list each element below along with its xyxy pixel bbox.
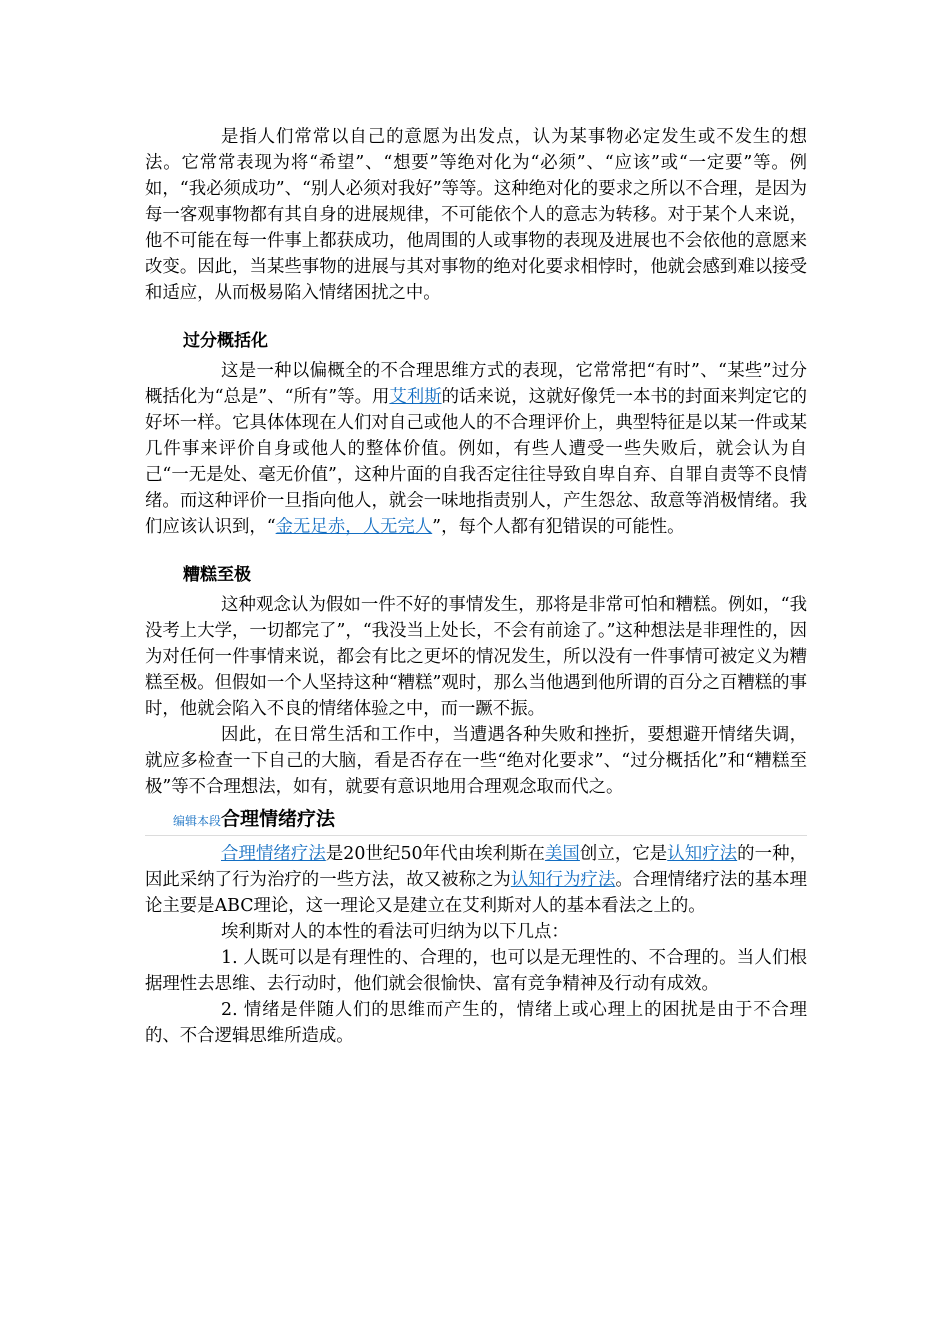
overgeneralization-heading: 过分概括化 xyxy=(183,331,268,351)
overgeneralization-text-3: ”，每个人都有犯错误的可能性。 xyxy=(432,517,685,537)
overgeneralization-text-2: 的话来说，这就好像凭一本书的封面来判定它的好坏一样。它具体体现在人们对自己或他人的不合理评价上，典型特征是以某一件或某几件事来评价自身或他人的整体价值。例如，有些人遭受一些失败后，就会认为自己“一无是处、毫无价值”，这种片面的自我否定往往导致自卑自弃、自罪自责等不良情绪。而这种评价一旦指向他人，就会一味地指责别人，产生怨忿、敌意等消极情绪。我们应该认识到，“ xyxy=(145,387,807,537)
cbt-link[interactable]: 认知行为疗法 xyxy=(510,870,616,890)
awfulizing-heading: 糟糕至极 xyxy=(183,565,251,585)
ret-intro-text-2: 创立，它是 xyxy=(579,844,668,864)
ret-intro-paragraph xyxy=(145,841,807,919)
ellis-view-paragraph: 埃利斯对人的本性的看法可归纳为以下几点： xyxy=(221,922,569,942)
ret-intro-text-1: 是20世纪50年代由埃利斯在 xyxy=(325,844,545,864)
point-2-paragraph: 2. 情绪是伴随人们的思维而产生的，情绪上或心理上的困扰是由于不合理的、不合逻辑思维所造成。 xyxy=(145,1000,807,1046)
ret-section-header xyxy=(145,804,807,834)
article-body xyxy=(145,124,807,1049)
point-1-paragraph: 1. 人既可以是有理性的、合理的，也可以是无理性的、不合理的。当人们根据理性去思维、去行动时，他们就会很愉快、富有竞争精神及行动有成效。 xyxy=(145,948,807,994)
overgeneralization-text-1: 这是一种以偏概全的不合理思维方式的表现，它常常把“有时”、“某些”过分概括化为“总是”、“所有”等。用 xyxy=(145,361,807,407)
cognitive-therapy-link[interactable]: 认知疗法 xyxy=(667,844,738,864)
section-divider xyxy=(145,835,807,836)
ret-intro-text-3: 的一种，因此采纳了行为治疗的一些方法，故又被称之为 xyxy=(145,844,807,890)
conclusion-paragraph: 因此，在日常生活和工作中，当遭遇各种失败和挫折，要想避开情绪失调，就应多检查一下自己的大脑，看是否存在一些“绝对化要求”、“过分概括化”和“糟糕至极”等不合理想法，如有，就要有意识地用合理观念取而代之。 xyxy=(145,725,807,797)
awfulizing-paragraph: 这种观念认为假如一件不好的事情发生，那将是非常可怕和糟糕。例如，“我没考上大学，一切都完了”，“我没当上处长，不会有前途了。”这种想法是非理性的，因为对任何一件事情来说，都会有比之更坏的情况发生，所以没有一件事情可被定义为糟糕至极。但假如一个人坚持这种“糟糕”观时，那么当他遇到他所谓的百分之百糟糕的事时，他就会陷入不良的情绪体验之中，而一蹶不振。 xyxy=(145,595,807,719)
overgeneralization-paragraph xyxy=(145,358,807,540)
absolute-demand-paragraph: 是指人们常常以自己的意愿为出发点，认为某事物必定发生或不发生的想法。它常常表现为将“希望”、“想要”等绝对化为“必须”、“应该”或“一定要”等。例如，“我必须成功”、“别人必须对我好”等等。这种绝对化的要求之所以不合理，是因为每一客观事物都有其自身的进展规律，不可能依个人的意志为转移。对于某个人来说，他不可能在每一件事上都获成功，他周围的人或事物的表现及进展也不会依他的意愿来改变。因此，当某些事物的进展与其对事物的绝对化要求相悖时，他就会感到难以接受和适应，从而极易陷入情绪困扰之中。 xyxy=(145,127,807,303)
ret-heading: 合理情绪疗法 xyxy=(221,808,336,830)
ret-link[interactable]: 合理情绪疗法 xyxy=(221,844,326,864)
usa-link[interactable]: 美国 xyxy=(544,844,580,864)
nobody-is-perfect-link[interactable]: 金无足赤，人无完人 xyxy=(275,517,433,537)
edit-section-link[interactable]: 编辑本段 xyxy=(173,814,222,828)
ret-intro-text-4: 。合理情绪疗法的基本理论主要是ABC理论，这一理论又是建立在艾利斯对人的基本看法之上的。 xyxy=(145,870,807,916)
ellis-link[interactable]: 艾利斯 xyxy=(389,387,442,407)
